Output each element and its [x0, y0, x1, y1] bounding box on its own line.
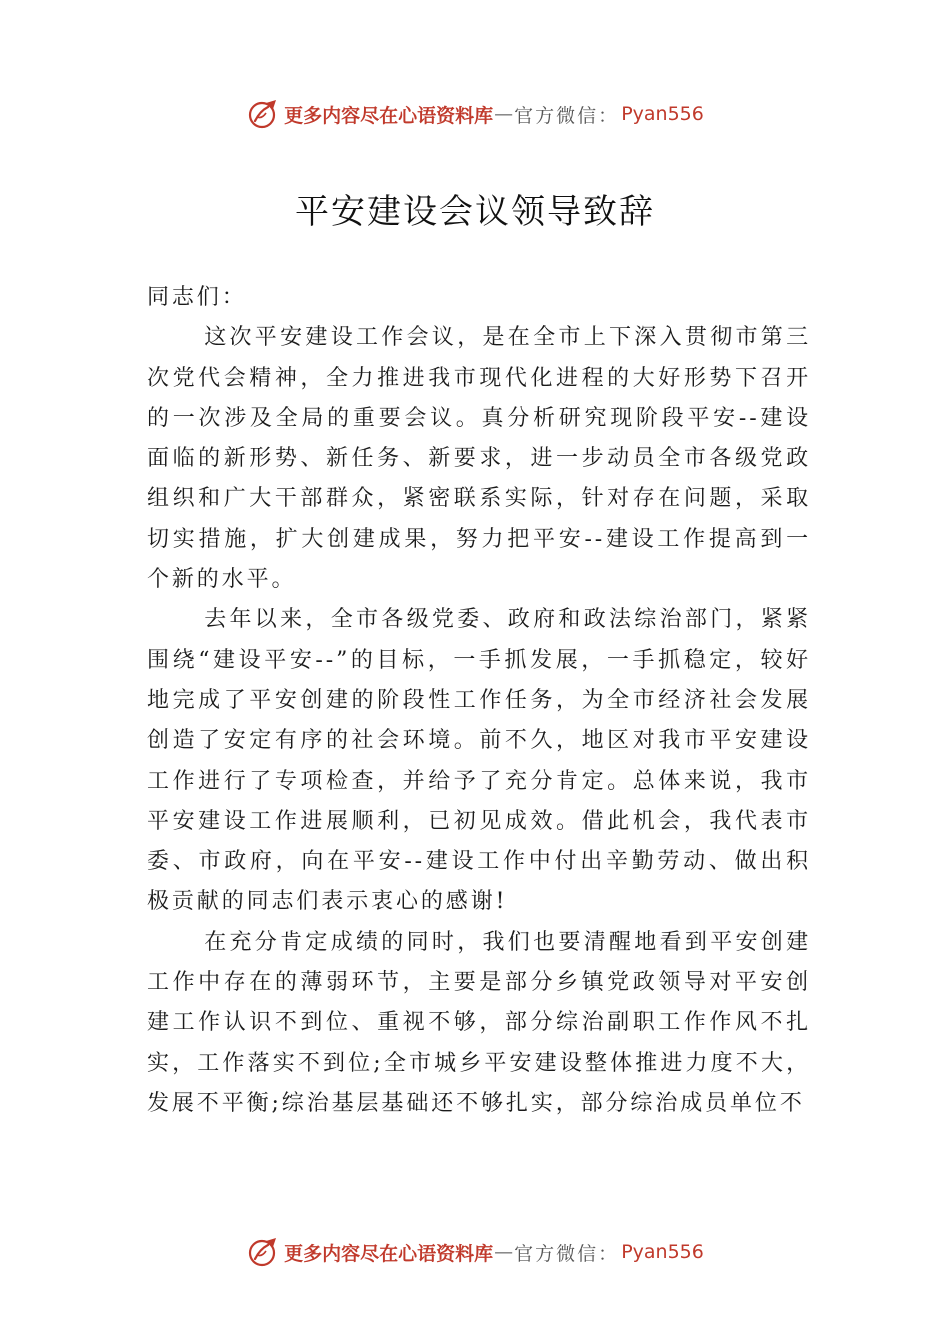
watermark-separator: —: [494, 1241, 514, 1263]
watermark-separator: —: [494, 103, 514, 125]
salutation: 同志们：: [147, 285, 247, 310]
watermark-subtitle: 官方微信：: [514, 1242, 620, 1265]
watermark-wechat-id: Pyan556: [621, 1241, 704, 1263]
paragraph-1: 这次平安建设工作会议，是在全市上下深入贯彻市第三次党代会精神，全力推进我市现代化进程的大好形势下召开的一次涉及全局的重要会议。真分析研究现阶段平安--建设面临的新形势、新任务、新要求，进一步动员全市各级党政组织和广大干部群众，紧密联系实际，针对存在问题，采取切实措施，扩大创建成果，努力把平安--建设工作提高到一个新的水平。: [147, 325, 811, 593]
watermark-wechat-id: Pyan556: [621, 103, 704, 125]
paragraph-2: 去年以来，全市各级党委、政府和政法综治部门，紧紧围绕“建设平安--”的目标，一手抓发展，一手抓稳定，较好地完成了平安创建的阶段性工作任务，为全市经济社会发展创造了安定有序的社会环境。前不久，地区对我市平安建设工作进行了专项检查，并给予了充分肯定。总体来说，我市平安建设工作进展顺利，已初见成效。借此机会，我代表市委、市政府，向在平安--建设工作中付出辛勤劳动、做出积极贡献的同志们表示衷心的感谢!: [147, 607, 811, 915]
header-watermark: [0, 94, 950, 134]
pen-logo-icon: [246, 97, 280, 131]
document-title: 平安建设会议领导致辞: [295, 192, 655, 232]
paragraph-3: 在充分肯定成绩的同时，我们也要清醒地看到平安创建工作中存在的薄弱环节，主要是部分乡镇党政领导对平安创建工作认识不到位、重视不够，部分综治副职工作作风不扎实，工作落实不到位;全市城乡平安建设整体推进力度不大，发展不平衡;综治基层基础还不够扎实，部分综治成员单位不: [147, 929, 811, 1116]
watermark-brand: 更多内容尽在心语资料库: [284, 1242, 494, 1265]
watermark-subtitle: 官方微信：: [514, 104, 620, 127]
watermark-brand: 更多内容尽在心语资料库: [284, 104, 494, 127]
footer-watermark: [0, 1232, 950, 1272]
document-body: [147, 278, 811, 1124]
pen-logo-icon: [246, 1235, 280, 1269]
